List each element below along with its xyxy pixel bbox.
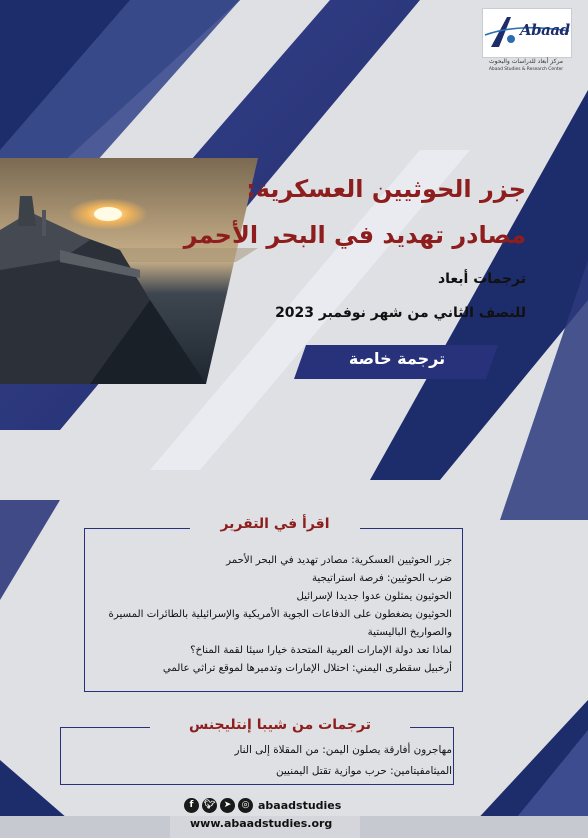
period-label: للنصف الثاني من شهر نوفمبر 2023 [275, 305, 526, 321]
title-line-1: جزر الحوثيين العسكرية: [246, 175, 526, 203]
series-label: ترجمات أبعاد [437, 271, 526, 287]
list-item: أرخبيل سقطرى اليمني: احتلال الإمارات وتدميرها لموقع تراثي عالمي [162, 663, 452, 674]
logo-subtitle-en: Abaad Studies & Research Center [488, 67, 564, 72]
sheba-heading: ترجمات من شيبا إنتليجنس [150, 713, 410, 737]
list-item: مهاجرون أفارقة يصلون اليمن: من المقلاة إلى النار [234, 744, 452, 756]
list-item: والصواريخ الباليستية [367, 627, 452, 638]
list-item: الحوثيون يمثلون عدوا جديدا لإسرائيل [296, 591, 452, 602]
social-handle[interactable]: abaadstudies [258, 798, 342, 812]
list-item: ضرب الحوثيين: فرصة استراتيجية [311, 573, 452, 584]
logo-name: Abaad [520, 21, 570, 39]
list-item: جزر الحوثيين العسكرية: مصادر تهديد في البحر الأحمر [226, 555, 452, 566]
logo-subtitle-ar: مركز أبعاد للدراسات والبحوث [488, 58, 563, 65]
report-list [92, 552, 452, 678]
list-item: لماذا تعد دولة الإمارات العربية المتحدة خيارا سيئا لقمة المناخ؟ [190, 645, 452, 656]
telegram-icon[interactable]: ➤ [220, 798, 235, 813]
sheba-list [92, 740, 452, 782]
instagram-icon[interactable]: ◎ [238, 798, 253, 813]
website-link[interactable]: www.abaadstudies.org [190, 817, 333, 830]
list-item: الحوثيون يضغطون على الدفاعات الجوية الأمريكية والإسرائيلية بالطائرات المسيرة [108, 609, 452, 620]
facebook-icon[interactable]: f [184, 798, 199, 813]
title-line-2: مصادر تهديد في البحر الأحمر [183, 221, 526, 249]
left-wedge [0, 500, 60, 600]
twitter-icon[interactable]: 🐦︎ [202, 798, 217, 813]
list-item: الميثامفيتامين: حرب موازية تقتل اليمنيين [276, 765, 452, 777]
special-translation-badge: ترجمة خاصة [348, 349, 446, 368]
social-row [184, 796, 341, 814]
report-heading: اقرأ في التقرير [190, 512, 360, 536]
